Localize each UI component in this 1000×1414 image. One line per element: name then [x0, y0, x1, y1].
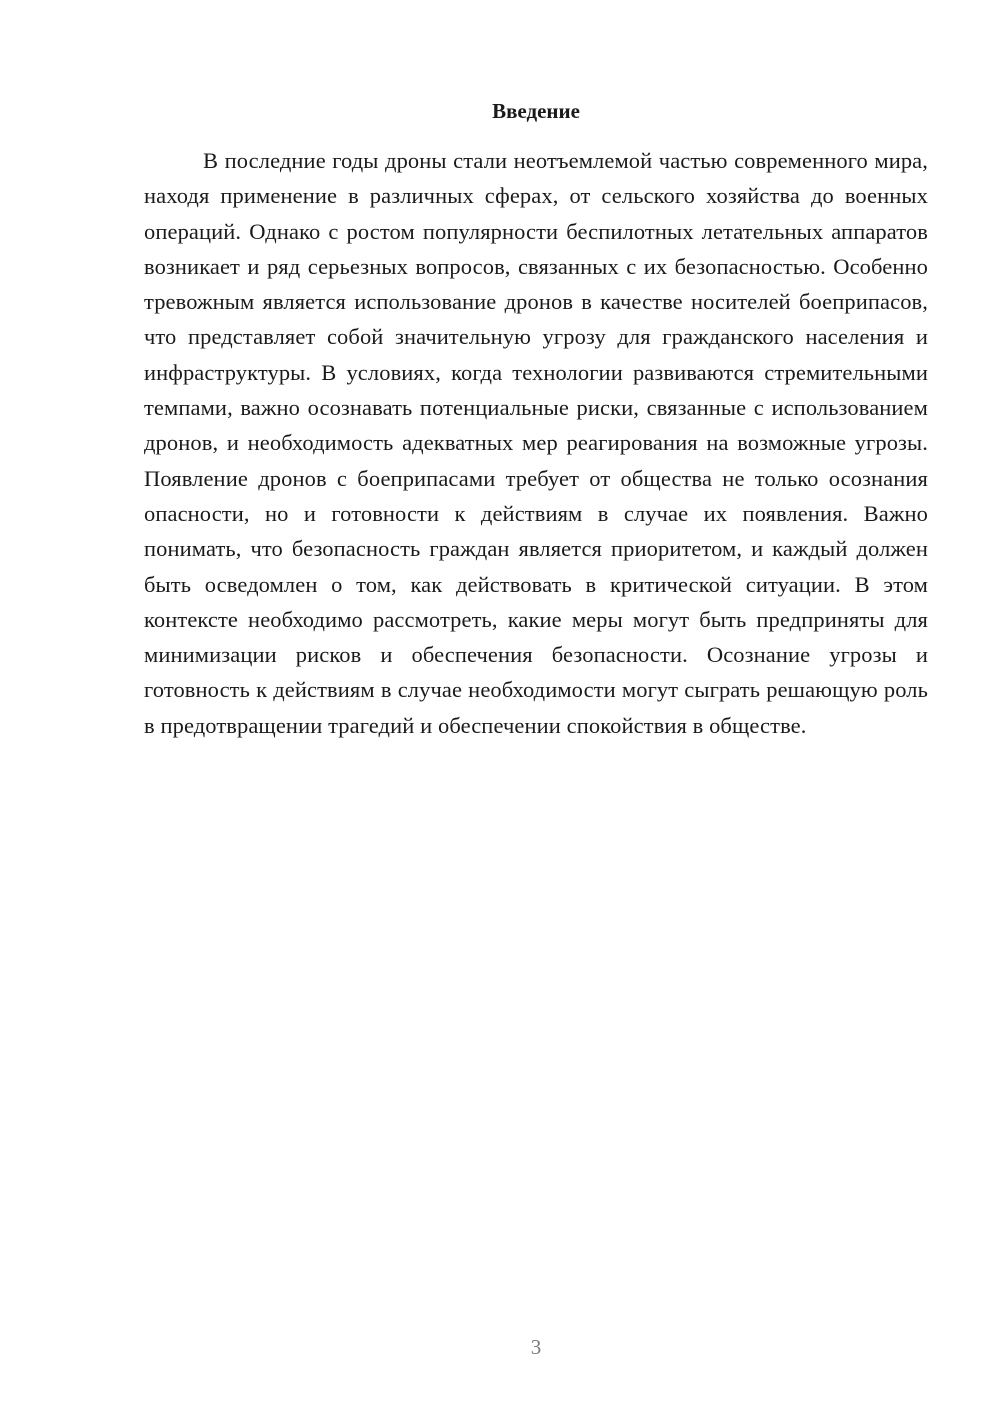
page-number: 3: [530, 1335, 542, 1359]
section-heading: Введение: [492, 99, 580, 123]
body-paragraph: В последние годы дроны стали неотъемлемой частью современного мира, находя применение в различных сферах, от сельского хозяйства до военных операций. Однако с ростом популярности беспилотных летательных аппаратов возникает и ряд серьезных вопросов, связанных с их безопасностью. Особенно тревожным является использование дронов в качестве носителей боеприпасов, что представляет собой значительную угрозу для гражданского населения и инфраструктуры. В условиях, когда технологии развиваются стремительными темпами, важно осознавать потенциальные риски, связанные с использованием дронов, и необходимость адекватных мер реагирования на возможные угрозы. Появление дронов с боеприпасами требует от общества не только осознания опасности, но и готовности к действиям в случае их появления. Важно понимать, что безопасность граждан является приоритетом, и каждый должен быть осведомлен о том, как действовать в критической ситуации. В этом контексте необходимо рассмотреть, какие меры могут быть предприняты для минимизации рисков и обеспечения безопасности. Осознание угрозы и готовность к действиям в случае необходимости могут сыграть решающую роль в предотвращении трагедий и обеспечении спокойствия в обществе.: [144, 148, 928, 738]
